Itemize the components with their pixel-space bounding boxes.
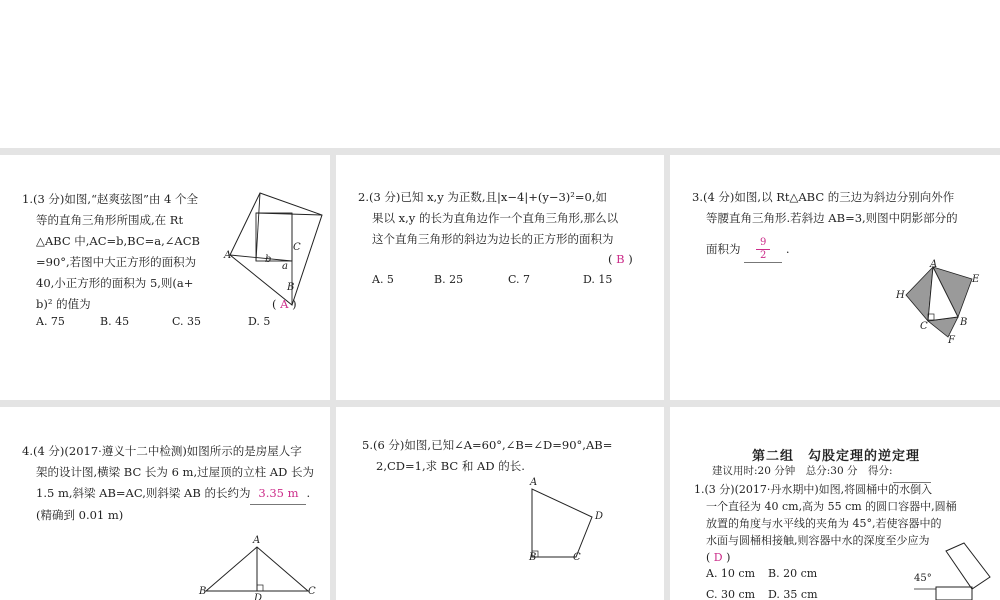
question-5-panel	[336, 407, 664, 600]
fig5-label-C: C	[573, 552, 581, 563]
q3-line: 3.(4 分)如图,以 Rt△ABC 的三边为斜边分别向外作	[692, 190, 955, 204]
question-3-text	[692, 187, 992, 229]
question-5-text	[362, 435, 660, 477]
q2-line: 果以 x,y 的长为直角边作一个直角三角形,那么以	[372, 211, 619, 225]
roof-truss-figure	[206, 543, 316, 600]
group-2-panel	[670, 407, 1000, 600]
q5-line: 5.(6 分)如图,已知∠A=60°,∠B=∠D=90°,AB=	[362, 438, 613, 452]
g2q1-line: 1.(3 分)(2017·丹水期中)如图,将圆桶中的水倒入	[694, 483, 933, 496]
fig3-label-A: A	[930, 259, 938, 270]
fig4-label-D: D	[254, 593, 263, 600]
bucket-figure	[914, 543, 994, 600]
score-blank	[893, 461, 931, 483]
q3-line: 等腰直角三角形.若斜边 AB=3,则图中阴影部分的	[706, 211, 958, 225]
g2q1-line: 水面与圆桶相接触,则容器中水的深度至少应为	[706, 534, 930, 547]
q5-line: 2,CD=1,求 BC 和 AD 的长.	[376, 459, 525, 473]
q1-option-d: D. 5	[248, 315, 271, 328]
q1-line: b)² 的值为	[36, 297, 91, 311]
q1-answer: ( A )	[272, 297, 297, 311]
fig4-label-B: B	[199, 586, 207, 597]
q1-line: 40,小正方形的面积为 5,则(a+	[36, 276, 194, 290]
q2-option-b: B. 25	[434, 273, 464, 286]
q1-line: 1.(3 分)如图,“赵爽弦图”由 4 个全	[22, 192, 198, 206]
question-2-panel	[336, 155, 664, 400]
g2q1-option-c: C. 30 cm	[706, 588, 756, 600]
fig1-label-b: b	[265, 254, 272, 265]
question-1-text	[22, 189, 222, 315]
q4-line: 架的设计图,横梁 BC 长为 6 m,过屋顶的立柱 AD 长为	[36, 465, 314, 479]
question-2-text	[358, 187, 658, 250]
g2q1-answer: ( D )	[706, 551, 731, 564]
fig3-label-C: C	[920, 321, 928, 332]
fig6-angle-label: 45°	[914, 573, 932, 584]
question-4-text	[22, 441, 327, 526]
q2-option-d: D. 15	[583, 273, 613, 286]
q4-answer-line: 1.5 m,斜梁 AB=AC,则斜梁 AB 的长约为 3.35 m .	[22, 483, 327, 505]
fig4-label-A: A	[253, 535, 261, 546]
quadrilateral-figure	[532, 489, 612, 569]
q1-line: =90°,若图中大正方形的面积为	[36, 255, 197, 269]
q3-answer-blank: $\frac{9}{2}$	[744, 237, 782, 263]
zhao-shuang-figure	[220, 185, 330, 305]
q1-line: 等的直角三角形所围成,在 Rt	[36, 213, 184, 227]
g2q1-option-b: B. 20 cm	[768, 567, 818, 580]
g2q1-option-a: A. 10 cm	[706, 567, 756, 580]
fig5-label-D: D	[595, 511, 604, 522]
q1-option-b: B. 45	[100, 315, 130, 328]
q1-option-c: C. 35	[172, 315, 202, 328]
fig1-label-A: A	[224, 250, 232, 261]
fig3-label-B: B	[960, 317, 968, 328]
q4-note: (精确到 0.01 m)	[36, 508, 124, 522]
fig3-label-E: E	[972, 274, 980, 285]
g2q1-line: 放置的角度与水平线的夹角为 45°,若使容器中的	[706, 517, 942, 530]
question-3-panel	[670, 155, 1000, 400]
section-title: 第二组 勾股定理的逆定理	[752, 449, 921, 464]
q3-answer-line: 面积为 $\frac{9}{2}$ .	[706, 237, 790, 261]
question-1-panel	[0, 155, 330, 400]
fig5-label-B: B	[529, 552, 537, 563]
question-4-panel	[0, 407, 330, 600]
g2q1-line: 一个直径为 40 cm,高为 55 cm 的圆口容器中,圆桶	[706, 500, 957, 513]
q2-option-c: C. 7	[508, 273, 531, 286]
q2-line: 2.(3 分)已知 x,y 为正数,且|x−4|+(y−3)²=0,如	[358, 190, 607, 204]
q2-answer: ( B )	[608, 252, 633, 266]
fig1-label-B: B	[287, 282, 295, 293]
fig3-label-F: F	[948, 335, 955, 346]
fig4-label-C: C	[308, 586, 316, 597]
g2q1-option-d: D. 35 cm	[768, 588, 818, 600]
q1-option-a: A. 75	[36, 315, 65, 328]
fig5-label-A: A	[530, 477, 538, 488]
fig3-label-H: H	[896, 290, 905, 301]
q4-line: 4.(4 分)(2017·遵义十二中检测)如图所示的是房屋人字	[22, 444, 302, 458]
q1-line: △ABC 中,AC=b,BC=a,∠ACB	[36, 234, 200, 248]
section-meta: 建议用时:20 分钟 总分:30 分 得分:	[712, 461, 931, 483]
q4-answer-blank: 3.35 m	[250, 483, 306, 505]
fig1-label-C: C	[293, 242, 301, 253]
q2-option-a: A. 5	[372, 273, 394, 286]
q2-line: 这个直角三角形的斜边为边长的正方形的面积为	[372, 232, 614, 246]
fig1-label-a: a	[282, 261, 288, 272]
